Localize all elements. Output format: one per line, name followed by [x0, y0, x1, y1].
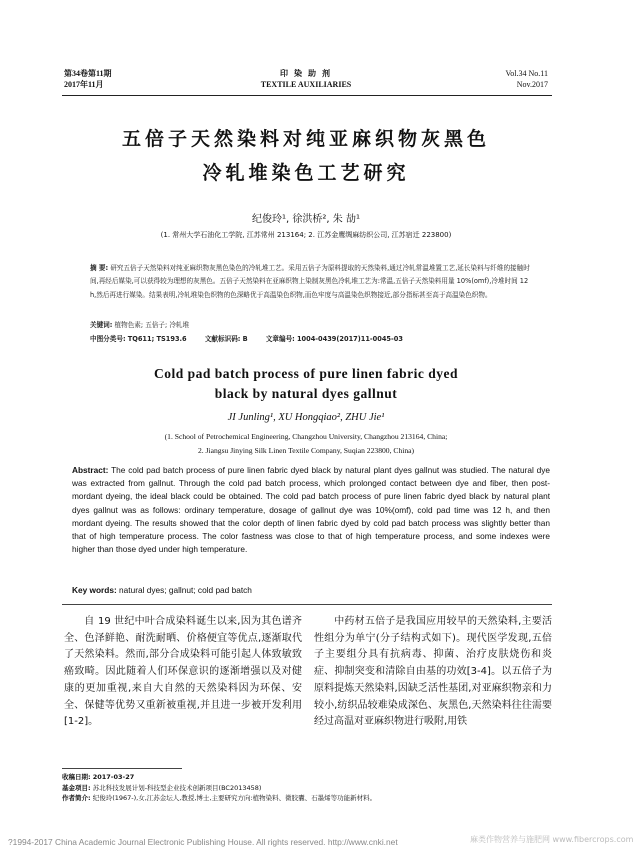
body-right-column — [314, 614, 552, 731]
running-header — [0, 68, 612, 94]
clc-value: TQ611; TS193.6 — [127, 335, 187, 343]
keywords-cn — [90, 319, 534, 332]
abstract-en-label: Abstract: — [72, 465, 109, 475]
header-volume-en — [506, 68, 548, 90]
keywords-cn-label: 关键词: — [90, 321, 113, 329]
affiliation-en-line1: (1. School of Petrochemical Engineering, Changzhou University, Changzhou 213164, China; — [164, 432, 448, 441]
doc-code-label: 文献标识码: — [204, 335, 241, 343]
author-bio-label: 作者简介: — [62, 794, 91, 802]
doc-code-value: B — [242, 335, 248, 343]
footnote-fund — [62, 783, 552, 794]
keywords-en-label: Key words: — [72, 585, 117, 595]
author-bio-text: 纪俊玲(1967-),女,江苏金坛人,教授,博士,主要研究方向:植物染料、微胶囊、石墨烯等功能新材料。 — [92, 794, 377, 802]
body-left-text: 自 19 世纪中叶合成染料诞生以来,因为其色谱齐全、色泽鲜艳、耐洗耐晒、价格便宜等优点,逐渐取代了天然染料。然而,部分合成染料可能引起人体致敏致癌致畸。因此随着人们环保意识的逐渐增强以及对健康的更加重视,来自大自然的天然染料因为环保、安全、保健等优势又重新被重视,并且进一步被开发利用[1-2]。 — [64, 616, 302, 728]
journal-name-cn: 印 染 助 剂 — [280, 69, 332, 78]
authors-en: JI Junling¹, XU Hongqiao², ZHU Jie¹ — [227, 412, 385, 423]
title-cn-line1: 五倍子天然染料对纯亚麻织物灰黑色 — [121, 128, 490, 150]
header-date-en-line: Nov.2017 — [516, 80, 548, 89]
copyright-text: ?1994-2017 China Academic Journal Electronic Publishing House. All rights reserved. http://www.cnki.net — [8, 837, 398, 847]
journal-name-en: TEXTILE AUXILIARIES — [260, 80, 352, 89]
footnote — [62, 772, 552, 804]
watermark-text: 麻类作物营养与施肥网 www.fibercrops.com — [470, 835, 633, 844]
title-cn-line2: 冷轧堆染色工艺研究 — [202, 162, 410, 184]
abstract-en — [72, 464, 550, 556]
abstract-cn — [90, 262, 534, 302]
footnote-author — [62, 793, 552, 804]
affiliation-cn: (1. 常州大学石油化工学院, 江苏常州 213164; 2. 江苏金鹰绸麻纺织公司, 江苏宿迁 223800) — [160, 231, 452, 239]
article-number-value: 1004-0439(2017)11-0045-03 — [296, 335, 403, 343]
header-rule — [62, 95, 552, 96]
received-label: 收稿日期: — [62, 773, 91, 781]
article-number-label: 文章编号: — [265, 335, 295, 343]
classification-cn — [90, 333, 550, 346]
header-volume-line: 第34卷第11期 — [64, 69, 112, 78]
title-en-line2: black by natural dyes gallnut — [214, 386, 398, 401]
section-rule — [62, 604, 552, 605]
abstract-cn-label: 摘 要: — [90, 264, 109, 272]
clc-label: 中图分类号: — [90, 335, 126, 343]
authors-cn: 纪俊玲¹, 徐洪桥², 朱 劼¹ — [252, 214, 360, 225]
abstract-en-text: The cold pad batch process of pure linen fabric dyed black by natural plant dyes gallnut was studied. The natural dye was extracted from gallnut. Through the cold pad batch process, which prolonged contact between dye and fiber, then post-mordant dyeing, the ideal black could be obtained. The cold pad batch process of pure linen fabric dyed black by natural plant dyes gallnut was as follows: ordinary temperature, dosage of gallnut dye was 10%(omf), cold pad time was 12 h, and then mordant dyeing. The results showed that the color depth of linen fabric dyed by cold pad batch process was slightly better than that of high temperature process. The color fastness was close to that of high temperature process, and some indexes were higher than those dyed under high temperature. — [72, 465, 550, 555]
title-en-line1: Cold pad batch process of pure linen fabric dyed — [153, 366, 459, 381]
header-volume-en-line: Vol.34 No.11 — [505, 69, 548, 78]
affiliation-en-line2: 2. Jiangsu Jinying Silk Linen Textile Company, Suqian 223800, China) — [197, 446, 415, 455]
header-date-line: 2017年11月 — [64, 80, 104, 89]
body-right-text: 中药材五倍子是我国应用较早的天然染料,主要活性组分为单宁(分子结构式如下)。现代医学发现,五倍子主要组分具有抗病毒、抑菌、治疗皮肤烧伤和炎症、抑制突变和清除自由基的功效[3-4]。以五倍子为原料提炼天然染料,因缺乏活性基团,对亚麻织物亲和力较小,纺织品较难染成深色、灰黑色,天然染料往往需要经过高温对亚麻织物进行吸附,用铁 — [314, 616, 552, 728]
body-left-column — [64, 614, 302, 731]
footnote-rule — [62, 768, 182, 769]
keywords-en — [72, 584, 550, 597]
abstract-cn-text: 研究五倍子天然染料对纯亚麻织物灰黑色染色的冷轧堆工艺。采用五倍子为原料提取的天然染料,通过冷轧常温堆置工艺,延长染料与纤维的接触时间,再经后媒染,可以获得较为理想的灰黑色。五倍子天然染料在亚麻织物上染制灰黑色冷轧堆工艺为:常温,五倍子天然染料用量 10%(omf),冷堆时间 12 h,然后再进行媒染。结果表明,冷轧堆染色织物的色深略优于高温染色织物,而色牢度与高温染色织物接近,部分指标甚至高于高温染色织物。 — [90, 264, 530, 299]
fund-text: 苏北科技发展计划-科技型企业技术创新项目(BC2013458) — [92, 783, 262, 792]
footnote-received — [62, 772, 552, 783]
keywords-en-text: natural dyes; gallnut; cold pad batch — [119, 585, 252, 595]
keywords-cn-text: 植物色素; 五倍子; 冷轧堆 — [114, 321, 190, 329]
fund-label: 基金项目: — [62, 783, 91, 792]
received-date: 2017-03-27 — [92, 773, 135, 781]
